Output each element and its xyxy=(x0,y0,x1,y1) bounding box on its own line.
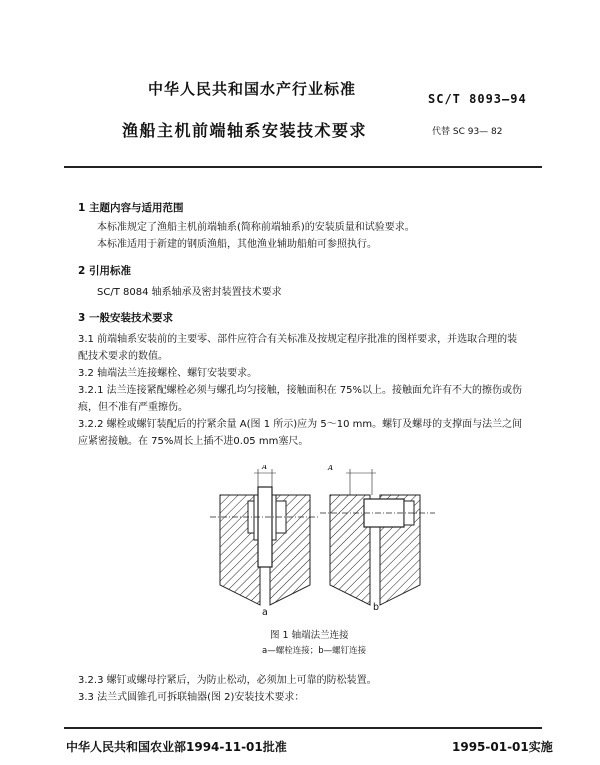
clause-3-1-line-2: 配技术要求的数值。 xyxy=(78,351,168,362)
clause-3-1-line-1: 3.1 前端轴系安装前的主要零、部件应符合有关标准及按规定程序批准的图样要求，并选取合理的装 xyxy=(78,334,518,345)
document-title: 渔船主机前端轴系安装技术要求 xyxy=(122,121,368,140)
approval-note: 中华人民共和国农业部1994-11-01批准 xyxy=(66,740,287,754)
figure-subcaption: a—螺栓连接；b—螺钉连接 xyxy=(262,646,367,656)
section-1-para-2: 本标准适用于新建的钢质渔船，其他渔业辅助船舶可参照执行。 xyxy=(97,239,377,250)
footer-divider xyxy=(64,727,542,729)
dim-label-right: A xyxy=(328,465,334,472)
figure-caption: 图 1 轴端法兰连接 xyxy=(270,630,349,641)
clause-3-2-2-line-1: 3.2.2 螺栓或螺钉装配后的拧紧余量 A(图 1 所示)应为 5～10 mm。螺钉及螺母的支撑面与法兰之间 xyxy=(78,419,523,430)
clause-3-2-1-line-2: 痕，但不准有严重擦伤。 xyxy=(78,402,188,413)
figure-label-a: a xyxy=(262,607,268,618)
standard-name: 中华人民共和国水产行业标准 xyxy=(148,80,357,98)
figure-1-flange-connection xyxy=(200,465,450,615)
header-divider xyxy=(64,166,542,168)
section-1-heading: 1 主题内容与适用范围 xyxy=(78,202,184,214)
bolt-connection-drawing xyxy=(210,469,320,605)
section-3-heading: 3 一般安装技术要求 xyxy=(78,312,173,324)
clause-3-2-2-line-2: 应紧密接触。在 75%周长上插不进0.05 mm塞尺。 xyxy=(78,436,309,447)
clause-3-2-1-line-1: 3.2.1 法兰连接紧配螺栓必须与螺孔均匀接触，接触面积在 75%以上。接触面允许有不大的擦伤或伤 xyxy=(78,385,523,396)
clause-3-3: 3.3 法兰式圆锥孔可拆联轴器(图 2)安装技术要求： xyxy=(78,692,305,703)
standard-code: SC/T 8093—94 xyxy=(428,92,527,106)
section-1-para-1: 本标准规定了渔船主机前端轴系(简称前端轴系)的安装质量和试验要求。 xyxy=(97,222,415,233)
clause-3-2-3: 3.2.3 螺钉或螺母拧紧后，为防止松动，必须加上可靠的防松装置。 xyxy=(78,675,377,686)
dim-label-left: A xyxy=(262,465,268,471)
clause-3-2: 3.2 轴端法兰连接螺栓、螺钉安装要求。 xyxy=(78,368,258,379)
figure-label-b: b xyxy=(373,602,380,613)
section-2-heading: 2 引用标准 xyxy=(78,265,131,277)
effective-date: 1995-01-01实施 xyxy=(452,740,553,754)
section-2-reference: SC/T 8084 轴系轴承及密封装置技术要求 xyxy=(97,287,282,298)
replaces-note: 代替 SC 93— 82 xyxy=(432,127,503,137)
screw-connection-drawing xyxy=(320,469,435,605)
